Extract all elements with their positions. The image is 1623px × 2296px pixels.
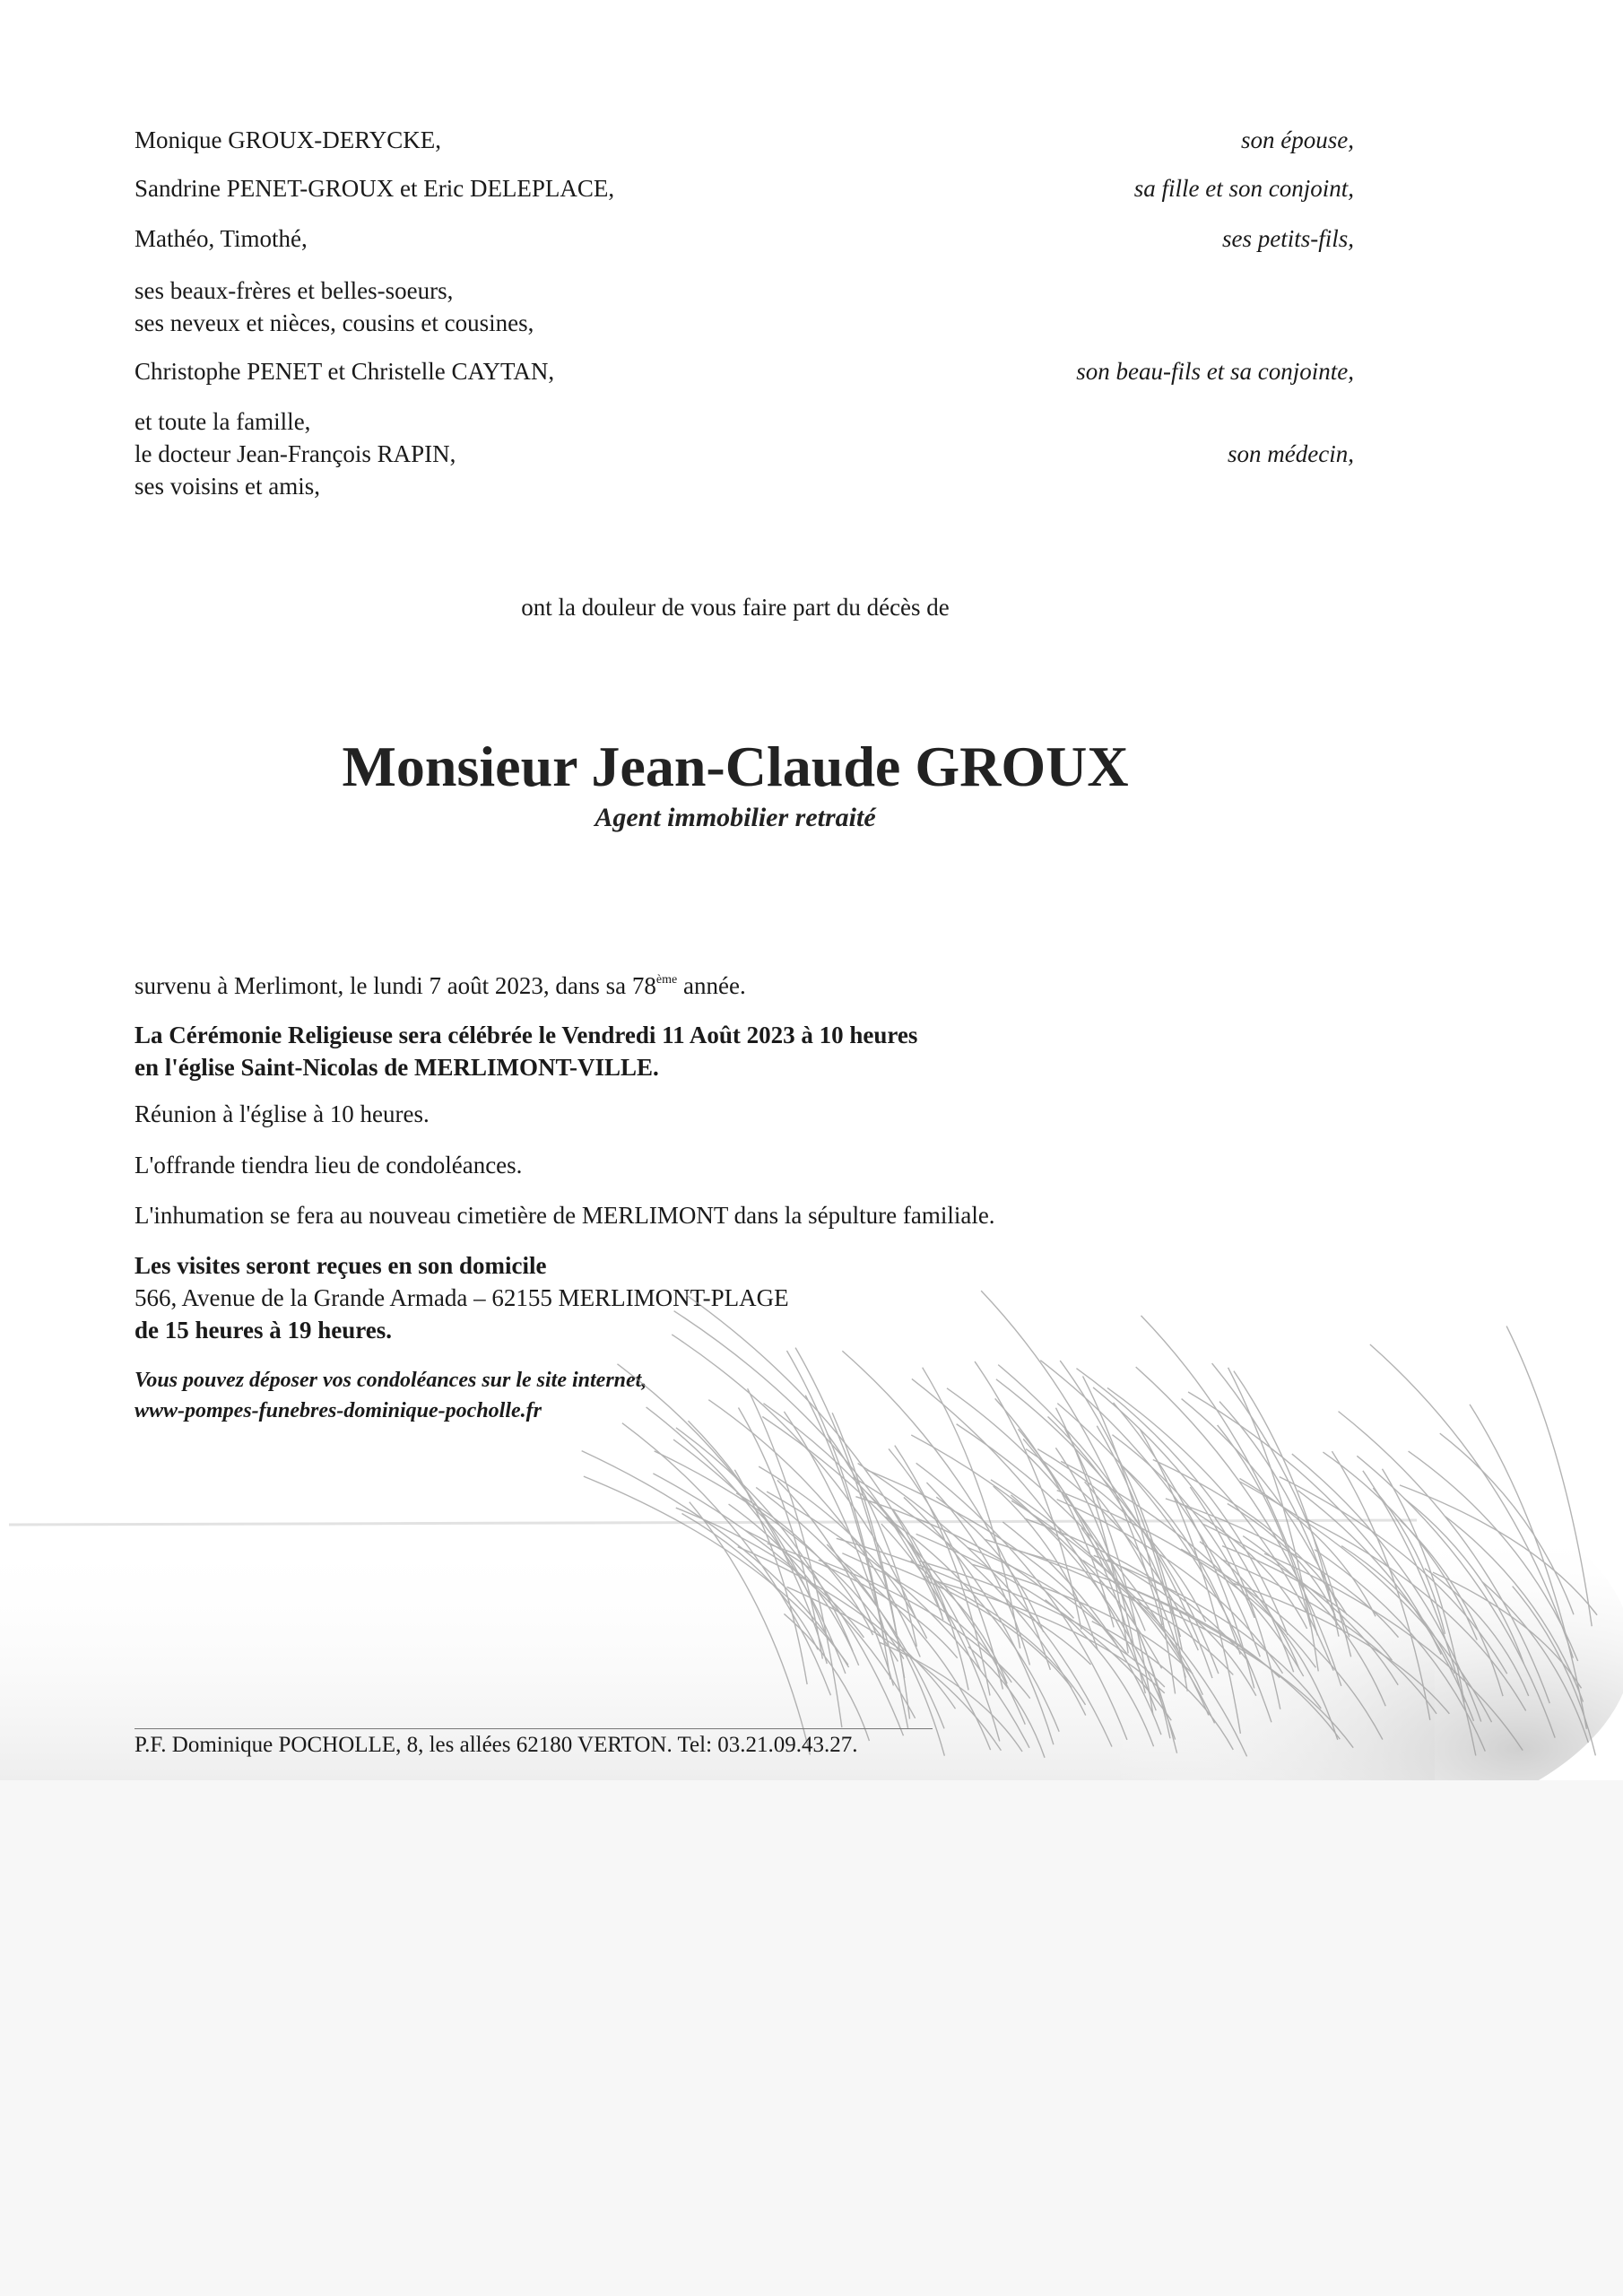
family-line: et toute la famille, <box>135 408 311 435</box>
intro-text: ont la douleur de vous faire part du décès de <box>521 594 950 621</box>
family-line: ses beaux-frères et belles-soeurs, <box>135 277 454 304</box>
family-line: le docteur Jean-François RAPIN, <box>135 440 456 467</box>
condolences-line: Vous pouvez déposer vos condoléances sur le site internet, <box>135 1369 647 1392</box>
burial-text: L'inhumation se fera au nouveau cimetière de MERLIMONT dans la sépulture familiale. <box>135 1202 995 1229</box>
deceased-title: Agent immobilier retraité <box>595 803 876 832</box>
ceremony-line: La Cérémonie Religieuse sera célébrée le Vendredi 11 Août 2023 à 10 heures <box>135 1022 918 1048</box>
visits-heading: Les visites seront reçues en son domicile <box>135 1252 547 1279</box>
family-line: ses voisins et amis, <box>135 473 320 500</box>
family-role: sa fille et son conjoint, <box>1133 175 1354 202</box>
condolences-website: www-pompes-funebres-dominique-pocholle.fr <box>135 1399 542 1422</box>
family-name: Mathéo, Timothé, <box>135 225 308 252</box>
death-superscript: ème <box>655 973 678 987</box>
deceased-name: Monsieur Jean-Claude GROUX <box>342 735 1129 798</box>
offering-text: L'offrande tiendra lieu de condoléances. <box>135 1152 523 1178</box>
family-role: ses petits-fils, <box>1222 225 1354 252</box>
family-name: Christophe PENET et Christelle CAYTAN, <box>135 358 555 385</box>
visits-hours: de 15 heures à 19 heures. <box>135 1317 393 1344</box>
family-line: ses neveux et nièces, cousins et cousines, <box>135 309 534 336</box>
death-text: survenu à Merlimont, le lundi 7 août 2023, dans sa 78 <box>135 972 656 999</box>
ceremony-line: en l'église Saint-Nicolas de MERLIMONT-VILLE. <box>135 1054 659 1081</box>
scan-margin <box>0 1780 1623 2296</box>
death-text-end: année. <box>677 972 746 999</box>
visits-address: 566, Avenue de la Grande Armada – 62155 MERLIMONT-PLAGE <box>135 1284 789 1311</box>
death-notice <box>135 969 746 1003</box>
footer-divider <box>135 1728 933 1729</box>
meeting-text: Réunion à l'église à 10 heures. <box>135 1100 430 1127</box>
footer-text: P.F. Dominique POCHOLLE, 8, les allées 62180 VERTON. Tel: 03.21.09.43.27. <box>135 1733 858 1757</box>
family-name: Monique GROUX-DERYCKE, <box>135 126 441 153</box>
family-name: Sandrine PENET-GROUX et Eric DELEPLACE, <box>135 175 615 202</box>
dune-grass-image <box>0 1238 1623 1794</box>
family-role: son beau-fils et sa conjointe, <box>1076 358 1354 385</box>
family-role: son épouse, <box>1241 126 1354 153</box>
family-role: son médecin, <box>1228 440 1354 467</box>
